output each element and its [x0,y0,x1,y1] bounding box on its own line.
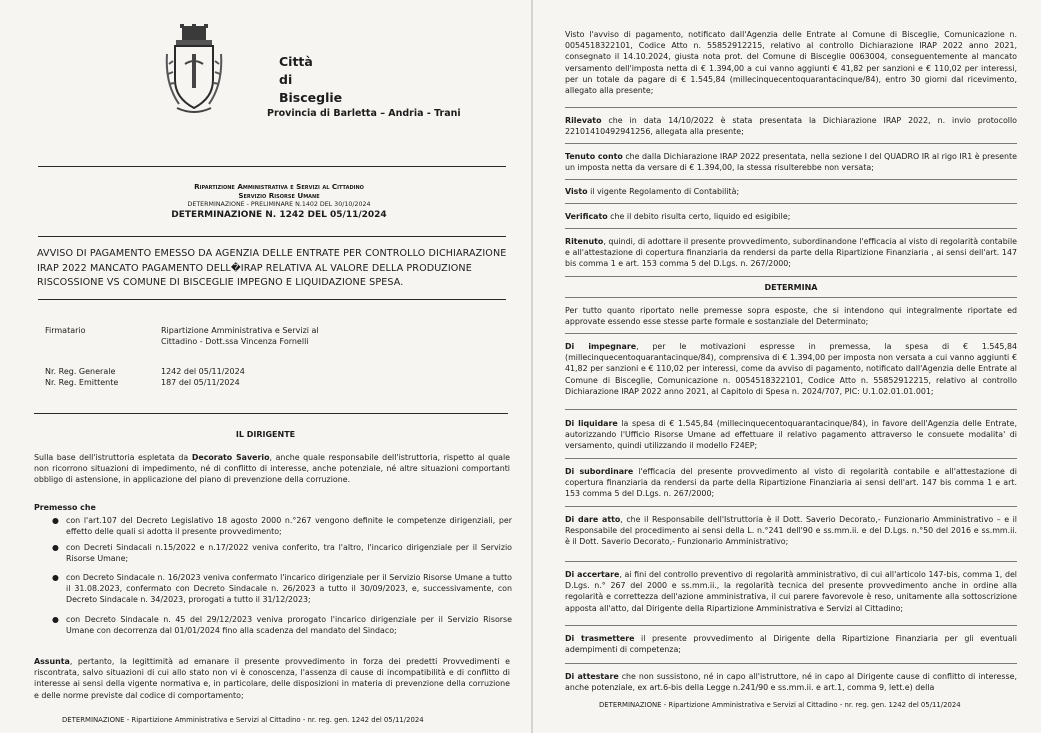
visto-avviso-paragraph: Visto l'avviso di pagamento, notificato dall'Agenzia delle Entrate al Comune di Bisceglie, Comunicazione n. 0054518322101, Codice Atto n. 55852912215, relativo al controllo Dichiarazione IRAP 2022 anno 2021, consegnato il 14.10.2024, giusta nota prot. del Comune di Bisceglie 0063004, conseguentemente al mancato versamento dell'imposta netta di € 1.394,00 a cui vanno aggiunti € 41,82 per sanzioni e € 110,02 per interessi, per un totale da pagare di € 1.545,84 (millecinquecentoquarantacinque/84), entro 30 giorni dal ricevimento, allegato alla presente; [565,30,1017,96]
city-coat-of-arms-icon [165,24,223,116]
preliminary-number: DETERMINAZIONE - PRELIMINARE N.1402 DEL 30/10/2024 [187,201,371,208]
trasmettere-keyword: Di trasmettere [565,634,635,643]
signatory-label: Firmatario [45,326,86,335]
city-line-2: di [279,72,293,87]
right-page [533,0,1041,733]
paragraph-divider [565,506,1017,507]
issuer-register-value: 187 del 05/11/2024 [161,378,240,387]
right-footer: DETERMINAZIONE - Ripartizione Amministrativa e Servizi al Cittadino - nr. reg. gen. 1242 del 05/11/2024 [599,701,961,709]
impegnare-paragraph [565,341,1017,397]
subject-bottom-divider [38,299,506,300]
paragraph-divider [565,276,1017,277]
assunta-text: , pertanto, la legittimità ad emanare il presente provvedimento in forza dei predetti Provvedimenti e riscontrata, salvo situazioni di cui allo stato non vi è conoscenza, l'assenza di cause di incompatibilità e di conflitto di interesse ai sensi della vigente normativa e, in particolare, delle disposizioni in materia di prevenzione della corruzione e delle norme previste dal codice di comportamento; [34,657,510,700]
paragraph-divider [565,107,1017,108]
list-item-text: con Decreto Sindacale n. 16/2023 veniva confermato l'incarico dirigenziale per il Servizio Risorse Umane a tutto il 31.08.2023, confermato con Decreto Sindacale n. 26/2023 a tutto il 30/09/2023, e, successivamente, con Decreto Sindacale n. 34/2023, prorogati a tutto il 31/12/2023; [66,573,512,605]
list-item-text: con Decreto Sindacale n. 45 del 29/12/2023 veniva prorogato l'incarico dirigenziale per il Servizio Risorse Umane con decorrenza dal 01/01/2024 fino alla scadenza del mandato del Sindaco; [66,615,512,636]
department-header [44,182,514,221]
bullet-icon: ● [52,573,59,582]
verificato-paragraph [565,211,1017,222]
bullet-icon: ● [52,615,59,624]
rilevato-keyword: Rilevato [565,116,602,125]
subordinare-keyword: Di subordinare [565,467,634,476]
left-footer: DETERMINAZIONE - Ripartizione Amministrativa e Servizi al Cittadino - nr. reg. gen. 1242 del 05/11/2024 [62,716,424,724]
dare-atto-text: , che il Responsabile dell'Istruttoria è il Dott. Saverio Decorato,- Funzionario Amministrativo – e il Responsabile del procedimento ai sensi della L. n.°241 dell'90 e ss.mm.ii. e del D.Lgs. n.°50 del 2016 e ss.mm.ii. è il Dott. Saverio Decorato,- Funzionario Amministrativo; [565,515,1017,547]
general-register-label: Nr. Reg. Generale [45,367,116,376]
accertare-text: , ai fini del controllo preventivo di regolarità amministrativo, di cui all'articolo 147-bis, comma 1, del D.Lgs. n.° 267 del 2000 e ss.mm.ii., la regolarità tecnica del presente provvedimento anche in ordine alla regolarità e correttezza dell'azione amministrativa, il cui parere favorevole è reso, unitamente alla sottoscrizione apposta all'atto, dal Dirigente della Ripartizione Amministrativa e Servizi al Cittadino; [565,570,1017,613]
impegnare-text: , per le motivazioni espresse in premessa, la spesa di € 1.545,84 (millecinquecentoquarantacinque/84), comprensiva di € 1.394,00 per imposta non versata a cui vanno aggiunti € 41,82 per sanzioni e € 110,02 per interessi, come da avviso di pagamento, notificato dall'Agenzia delle Entrate al Comune di Bisceglie, Comunicazione n. 0054518322101, Codice Atto n. 55852912215, relativo al controllo Dichiarazione IRAP 2022 anno 2021, al Capitolo di Spesa n. 2024/707, PIC: U.1.02.01.01.001; [565,342,1017,396]
intro-post: , anche quale responsabile dell'istruttoria, rispetto al quale non ricorrono situazioni di impedimento, né di conflitto di interesse, anche potenziale, né altre situazioni comportanti obbligo di astensione, in applicazione del piano di prevenzione della corruzione. [34,453,510,485]
liquidare-keyword: Di liquidare [565,419,618,428]
list-item-text: con Decreti Sindacali n.15/2022 e n.17/2022 veniva conferito, tra l'altro, l'incarico dirigenziale per il Servizio Risorse Umane; [66,543,512,564]
trasmettere-text: il presente provvedimento al Dirigente della Ripartizione Finanziaria per gli eventuali adempimenti di competenza; [565,634,1017,655]
paragraph-divider [565,561,1017,562]
assunta-paragraph [34,656,510,701]
subordinare-text: l'efficacia del presente provvedimento al visto di regolarità contabile e all'attestazione di copertura finanziaria da rendersi da parte della Ripartizione Finanziaria ai sensi dell'art. 147 bis comma 1 e art. 153 comma 5 del D.Lgs. n. 267/2000; [565,467,1017,499]
intro-paragraph [34,452,510,486]
signatory-value: Ripartizione Amministrativa e Servizi al Cittadino - Dott.ssa Vincenza Fornelli [161,326,319,346]
list-item-text: con l'art.107 del Decreto Legislativo 18 agosto 2000 n.°267 vengono definite le competenze dirigenziali, per effetto delle quali si adotta il presente provvedimento; [66,516,512,537]
rilevato-text: che in data 14/10/2022 è stata presentata la Dichiarazione IRAP 2022, n. invio protocollo 22101410492941256, allegata alla presente; [565,116,1017,137]
determination-number: DETERMINAZIONE N. 1242 DEL 05/11/2024 [171,210,387,220]
accertare-keyword: Di accertare [565,570,620,579]
assunta-keyword: Assunta [34,657,70,666]
meta-divider [34,413,508,414]
bullet-icon: ● [52,543,59,552]
dare-atto-paragraph [565,514,1017,548]
intro-pre: Sulla base dell'istruttoria espletata da [34,453,192,462]
premesse-paragraph: Per tutto quanto riportato nelle premesse sopra esposte, che si intendono qui integralmente riportate ed approvate essendo esse stesse parte formale e sostanziale del Determinato; [565,306,1017,327]
header-divider [38,166,506,167]
bullet-icon: ● [52,516,59,525]
city-line-1: Città [279,54,313,69]
general-register-value: 1242 del 05/11/2024 [161,367,245,376]
ritenuto-text: , quindi, di adottare il presente provvedimento, subordinandone l'efficacia al visto di regolarità contabile e all'attestazione di copertura finanziaria da rendersi da parte della Ripartizione Finanziaria , ai sensi dell'art. 147 bis comma 1 e art. 153 comma 5 del D.Lgs. n. 267/2000; [565,237,1017,269]
attestare-keyword: Di attestare [565,672,619,681]
dare-atto-keyword: Di dare atto [565,515,621,524]
accertare-paragraph [565,569,1017,614]
ritenuto-keyword: Ritenuto [565,237,604,246]
visto-keyword: Visto [565,187,588,196]
attestare-paragraph [565,671,1017,693]
paragraph-divider [565,663,1017,664]
impegnare-keyword: Di impegnare [565,342,637,351]
paragraph-divider [565,228,1017,229]
service-name: Servizio Risorse Umane [238,191,320,200]
paragraph-divider [565,203,1017,204]
document-subject: AVVISO DI PAGAMENTO EMESSO DA AGENZIA DELLE ENTRATE PER CONTROLLO DICHIARAZIONE IRAP 2022 MANCATO PAGAMENTO DELL�IRAP RELATIVA AL VALORE DELLA PRODUZIONE RISCOSSIONE VS COMUNE DI BISCEGLIE IMPEGNO E LIQUIDAZIONE SPESA. [37,248,507,288]
trasmettere-paragraph [565,633,1017,655]
intro-name: Decorato Saverio [191,453,270,462]
tenuto-text: che dalla Dichiarazione IRAP 2022 presentata, nella sezione I del QUADRO IR al rigo IR1 è presente un imposta netta da versare di € 1.394,00, la stessa risulterebbe non versata; [565,152,1017,173]
province-line: Provincia di Barletta – Andria - Trani [267,108,461,119]
paragraph-divider [565,143,1017,144]
verificato-keyword: Verificato [565,212,608,221]
liquidare-paragraph [565,418,1017,452]
section-heading: IL DIRIGENTE [235,430,296,439]
attestare-text: che non sussistono, né in capo all'istruttore, né in capo al Dirigente cause di conflitto di interesse, anche potenziale, ex art.6-bis della Legge n.241/90 e ss.mm.ii. e art.1, comma 9, lett.e) della [565,672,1017,693]
liquidare-text: la spesa di € 1.545,84 (millecinquecentoquarantacinque/84), in favore dell'Agenzia delle Entrate, autorizzando l'Ufficio Risorse Umane ad effettuare il relativo pagamento attraverso le consuete modalita' di versamento, quindi utilizzando il modello F24EP; [565,419,1017,451]
paragraph-divider [565,297,1017,298]
paragraph-divider [565,409,1017,410]
paragraph-divider [565,333,1017,334]
visto-text: il vigente Regolamento di Contabilità; [587,187,740,196]
premesso-label: Premesso che [34,503,96,512]
subject-top-divider [38,236,506,237]
visto-regolamento-paragraph [565,186,1017,197]
issuer-register-label: Nr. Reg. Emittente [45,378,119,387]
paragraph-divider [565,625,1017,626]
subordinare-paragraph [565,466,1017,500]
tenuto-paragraph [565,151,1017,173]
city-name [279,53,342,107]
paragraph-divider [565,458,1017,459]
rilevato-paragraph [565,115,1017,137]
city-line-3: Bisceglie [279,90,343,105]
paragraph-divider [565,179,1017,180]
determina-heading: DETERMINA [764,283,818,292]
department-name: Ripartizione Amministrativa e Servizi al Cittadino [194,182,364,191]
verificato-text: che il debito risulta certo, liquido ed esigibile; [607,212,791,221]
ritenuto-paragraph [565,236,1017,270]
tenuto-keyword: Tenuto conto [565,152,623,161]
